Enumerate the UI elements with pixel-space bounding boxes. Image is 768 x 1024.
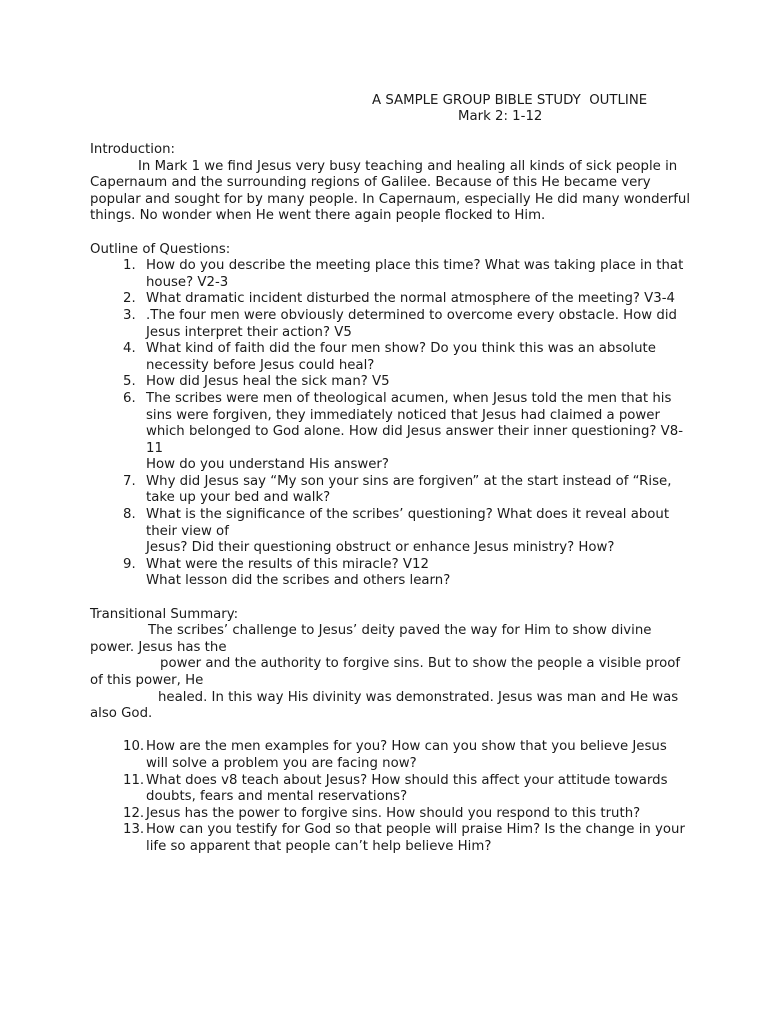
summary-line-2: power and the authority to forgive sins. But to show the people a visible proof of this power, He xyxy=(90,656,681,688)
question-text: What dramatic incident disturbed the normal atmosphere of the meeting? V3-4 xyxy=(146,291,675,307)
document-title: A SAMPLE GROUP BIBLE STUDY OUTLINE xyxy=(372,93,648,108)
question-followup: What lesson did the scribes and others learn? xyxy=(146,573,451,589)
summary-heading: Transitional Summary: xyxy=(90,606,239,622)
list-item xyxy=(90,507,690,557)
list-item xyxy=(90,822,690,855)
introduction-paragraph: In Mark 1 we find Jesus very busy teaching and healing all kinds of sick people in Capernaum and the surrounding regions of Galilee. Because of this He became very popular and sought for by many people. In Capernaum, especially He did many wonderful things. No wonder when He went there again people flocked to Him. xyxy=(90,158,691,224)
spacer xyxy=(90,723,690,740)
question-number: 4. xyxy=(123,341,136,357)
document-subtitle: Mark 2: 1-12 xyxy=(458,109,543,124)
list-item xyxy=(90,374,690,391)
question-text: Why did Jesus say “My son your sins are forgiven” at the start instead of “Rise, take up your bed and walk? xyxy=(146,473,672,506)
spacer xyxy=(90,225,690,242)
question-text: How do you describe the meeting place this time? What was taking place in that house? V2-3 xyxy=(146,258,684,290)
introduction-heading: Introduction: xyxy=(90,142,176,157)
outline-question-list xyxy=(90,258,690,590)
question-number: 9. xyxy=(123,556,136,572)
list-item xyxy=(90,258,690,291)
question-text: .The four men were obviously determined to overcome every obstacle. How did Jesus interpret their action? V5 xyxy=(146,307,677,340)
question-text: How did Jesus heal the sick man? V5 xyxy=(146,374,390,390)
question-text: The scribes were men of theological acumen, when Jesus told the men that his sins were forgiven, they immediately noticed that Jesus had claimed a power which belonged to God alone. How did Jesus answer their inner questioning? V8-11 xyxy=(146,390,684,456)
question-number: 5. xyxy=(123,374,136,390)
question-text: How can you testify for God so that people will praise Him? Is the change in your life so apparent that people can’t help believe Him? xyxy=(146,822,685,854)
question-text: What were the results of this miracle? V12 xyxy=(146,556,429,572)
question-number: 2. xyxy=(123,291,136,307)
list-item xyxy=(90,474,690,507)
question-text: Jesus has the power to forgive sins. How should you respond to this truth? xyxy=(146,805,641,821)
question-number: 1. xyxy=(123,258,136,274)
question-number: 3. xyxy=(123,307,136,323)
question-number: 12. xyxy=(123,805,145,821)
question-text: What is the significance of the scribes’ questioning? What does it reveal about their view of xyxy=(146,507,670,539)
spacer xyxy=(90,590,690,607)
question-number: 10. xyxy=(123,739,145,755)
list-item xyxy=(90,739,690,772)
list-item xyxy=(90,806,690,823)
list-item xyxy=(90,308,690,341)
question-followup: Jesus? Did their questioning obstruct or enhance Jesus ministry? How? xyxy=(146,540,615,556)
question-number: 11. xyxy=(123,772,145,788)
list-item xyxy=(90,391,690,474)
list-item xyxy=(90,341,690,374)
list-item xyxy=(90,291,690,308)
document-body xyxy=(90,142,690,856)
list-item xyxy=(90,773,690,806)
summary-line-3: healed. In this way His divinity was demonstrated. Jesus was man and He was also God. xyxy=(90,689,679,722)
question-text: What does v8 teach about Jesus? How should this affect your attitude towards doubts, fears and mental reservations? xyxy=(146,772,668,805)
list-item xyxy=(90,557,690,590)
question-followup: How do you understand His answer? xyxy=(146,457,389,473)
question-number: 13. xyxy=(123,822,145,838)
summary-line-1: The scribes’ challenge to Jesus’ deity paved the way for Him to show divine power. Jesus has the xyxy=(90,623,652,655)
question-number: 6. xyxy=(123,390,136,406)
outline-heading: Outline of Questions: xyxy=(90,241,231,257)
question-text: How are the men examples for you? How can you show that you believe Jesus will solve a problem you are facing now? xyxy=(146,739,667,771)
question-number: 7. xyxy=(123,473,136,489)
application-question-list xyxy=(90,739,690,855)
question-text: What kind of faith did the four men show? Do you think this was an absolute necessity before Jesus could heal? xyxy=(146,341,656,373)
question-number: 8. xyxy=(123,507,136,523)
